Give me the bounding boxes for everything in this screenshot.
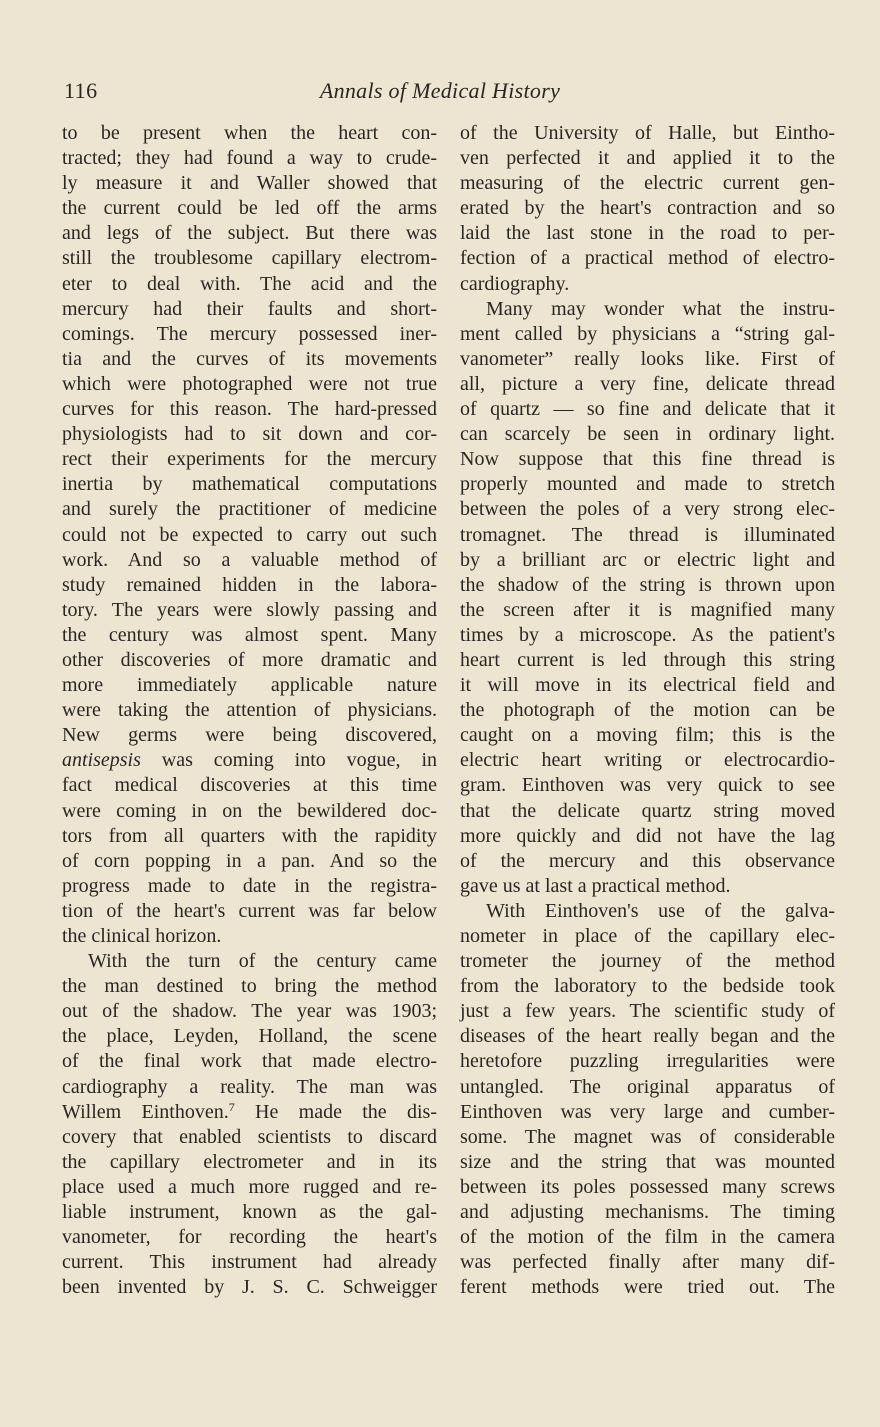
text-line: other discoveries of more dramatic and [62,648,437,671]
text-line: New germs were being discovered, [62,724,437,747]
text-line: With Einthoven's use of the galva- [486,899,835,922]
text-line: covery that enabled scientists to discard [62,1125,437,1148]
text-line: ven perfected it and applied it to the [460,147,835,170]
text-line: cardiography a reality. The man was [62,1075,437,1098]
text-line: the century was almost spent. Many [62,623,437,646]
text-line: tracted; they had found a way to crude- [62,147,437,170]
page-number: 116 [64,78,98,103]
text-line: measuring of the electric current gen- [460,172,835,195]
text-line: still the troublesome capillary electrom- [62,247,437,270]
text-line: the photograph of the motion can be [460,699,835,722]
text-line: trometer the journey of the method [460,950,835,973]
text-line: nometer in place of the capillary elec- [460,925,835,947]
text-line: heretofore puzzling irregularities were [460,1050,835,1073]
text-line: vanometer” really looks like. First of [460,347,835,370]
text-line: fact medical discoveries at this time [62,774,437,797]
text-line: times by a microscope. As the patient's [460,623,835,646]
footnote-reference: 7 [228,1099,235,1114]
text-line: progress made to date in the registra- [62,874,437,897]
text-line: inertia by mathematical computations [62,473,437,496]
text-line: tia and the curves of its movements [62,347,437,370]
text-line [62,1100,437,1125]
text-line: laid the last stone in the road to per- [460,222,835,245]
text-line: been invented by J. S. C. Schweigger [62,1276,437,1299]
text-line [62,748,437,773]
text-line: untangled. The original apparatus of [460,1075,835,1098]
text-line: current. This instrument had already [62,1251,437,1274]
text-line: could not be expected to carry out such [62,523,437,546]
text-line: the capillary electrometer and in its [62,1150,437,1173]
text-line: fection of a practical method of electro- [460,247,835,270]
italic-term: antisepsis [62,749,141,772]
text-line: of quartz — so fine and delicate that it [460,398,835,421]
text-line: of the mercury and this observance [460,849,835,872]
text-line: the clinical horizon. [62,925,222,947]
text-line: With the turn of the century came [88,950,437,973]
text-line: just a few years. The scientific study of [460,1000,835,1023]
right-column [460,121,835,1300]
text-line: the place, Leyden, Holland, the scene [62,1025,437,1048]
text-line: vanometer, for recording the heart's [62,1226,437,1249]
text-line: can scarcely be seen in ordinary light. [460,423,835,446]
text-line: study remained hidden in the labora- [62,573,437,596]
text-line: Now suppose that this fine thread is [460,448,835,471]
text-line: ment called by physicians a “string gal- [460,322,835,345]
text-line: diseases of the heart really began and the [460,1025,835,1048]
text-line: were coming in on the bewildered doc- [62,799,437,822]
text-line: between its poles possessed many screws [460,1175,835,1198]
text-line: place used a much more rugged and re- [62,1175,437,1198]
text-line: of the University of Halle, but Eintho- [460,122,835,144]
text-line: and legs of the subject. But there was [62,222,437,245]
text-line: it will move in its electrical field and [460,674,835,697]
text-line: heart current is led through this string [460,648,835,671]
text-line: tion of the heart's current was far below [62,899,437,922]
text-line: tors from all quarters with the rapidity [62,824,437,847]
text-line: the man destined to bring the method [62,975,437,998]
text-line: and adjusting mechanisms. The timing [460,1201,835,1224]
text-line: all, picture a very fine, delicate thread [460,372,835,395]
text-run: was coming into vogue, in [140,749,437,772]
text-line: some. The magnet was of considerable [460,1125,835,1148]
text-line: the screen after it is magnified many [460,598,835,621]
text-line: more quickly and did not have the lag [460,824,835,847]
text-line: the current could be led off the arms [62,197,437,220]
text-line: properly mounted and made to stretch [460,473,835,496]
text-line: cardiography. [460,272,570,295]
left-column [62,121,437,1300]
text-line: caught on a moving film; this is the [460,724,835,747]
text-line: Many may wonder what the instru- [486,297,835,320]
text-line: the shadow of the string is thrown upon [460,573,835,596]
text-line: by a brilliant arc or electric light and [460,548,835,571]
text-line: tromagnet. The thread is illuminated [460,523,835,546]
text-line: work. And so a valuable method of [62,548,437,571]
text-line: that the delicate quartz string moved [460,799,835,822]
text-line: was perfected finally after many dif- [460,1251,835,1274]
text-line: which were photographed were not true [62,372,437,395]
text-line: Einthoven was very large and cumber- [460,1100,835,1123]
text-line: ly measure it and Waller showed that [62,172,437,195]
text-line: more immediately applicable nature [62,674,437,697]
text-line: mercury had their faults and short- [62,297,437,320]
text-run: Willem Einthoven. [62,1100,229,1123]
text-line: gave us at last a practical method. [460,874,731,897]
text-line: size and the string that was mounted [460,1150,835,1173]
text-line: rect their experiments for the mercury [62,448,437,471]
text-line: curves for this reason. The hard-pressed [62,398,437,421]
text-line: erated by the heart's contraction and so [460,197,835,220]
text-line: of the motion of the film in the camera [460,1226,835,1249]
text-line: comings. The mercury possessed iner- [62,322,437,345]
text-line: ferent methods were tried out. The [460,1276,835,1299]
text-line: eter to deal with. The acid and the [62,272,437,295]
text-line: out of the shadow. The year was 1903; [62,1000,437,1023]
text-line: tory. The years were slowly passing and [62,598,437,621]
text-line: gram. Einthoven was very quick to see [460,774,835,797]
text-line: of corn popping in a pan. And so the [62,849,437,872]
text-line: between the poles of a very strong elec- [460,498,835,521]
text-line: from the laboratory to the bedside took [460,975,835,998]
text-run: He made the dis- [234,1100,437,1123]
text-line: electric heart writing or electrocardio- [460,749,835,772]
text-line: and surely the practitioner of medicine [62,498,437,521]
text-line: physiologists had to sit down and cor- [62,423,437,446]
running-head: Annals of Medical History [319,78,561,103]
text-line: to be present when the heart con- [62,122,437,144]
text-line: liable instrument, known as the gal- [62,1201,437,1224]
text-line: of the final work that made electro- [62,1050,437,1073]
text-line: were taking the attention of physicians. [62,699,437,722]
